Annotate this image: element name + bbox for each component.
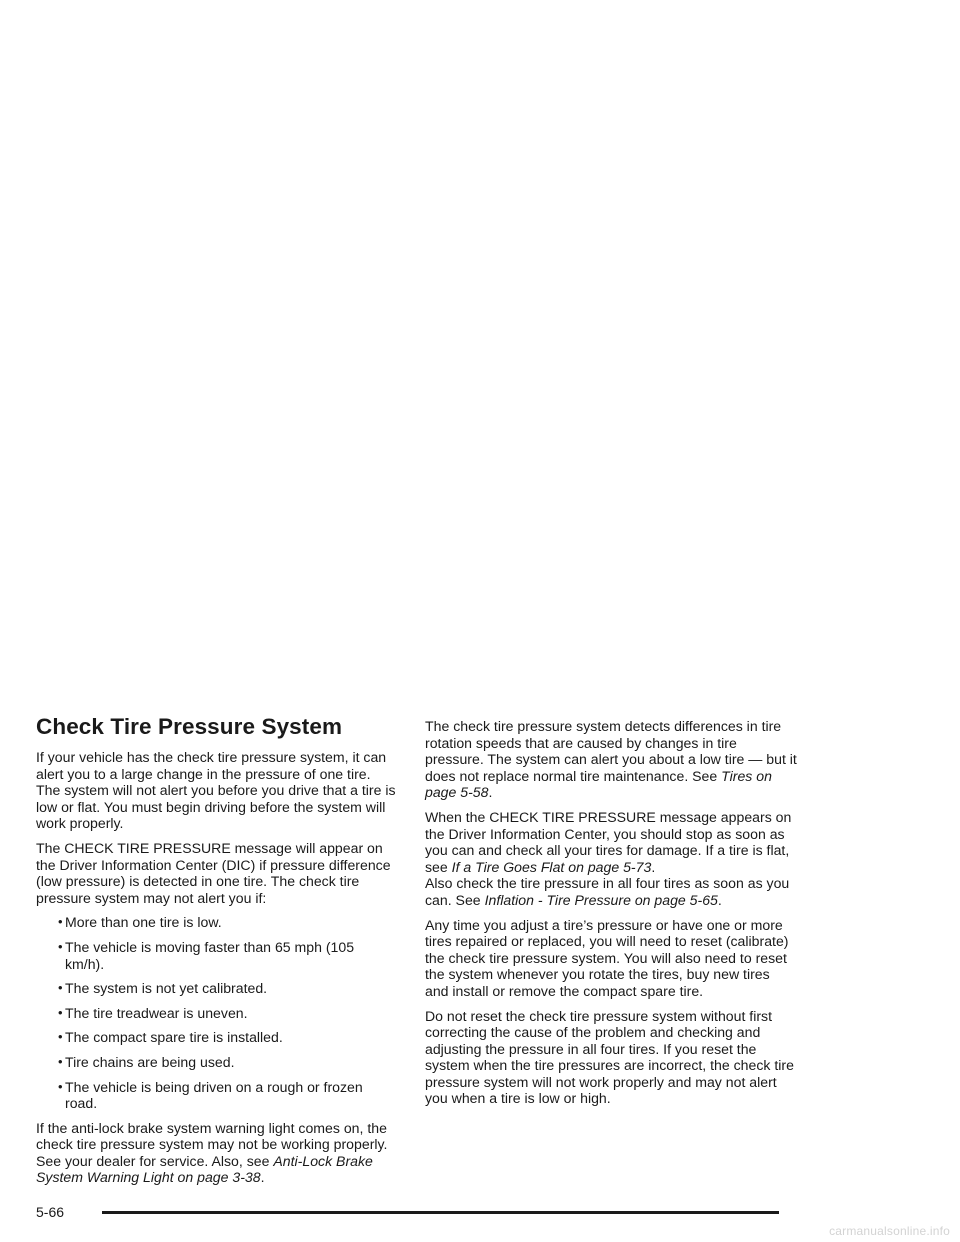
list-item: • Tire chains are being used. (58, 1053, 235, 1070)
inflation-link[interactable]: Inflation - Tire Pressure on page 5-65 (484, 891, 718, 908)
abs-paragraph: If the anti-lock brake system warning light comes on, the check tire pressure system may not be working properly. See your dealer for service. Also, see Anti-Lock Brake System Warning Light on page 3-38. (36, 1119, 388, 1186)
page-number: 5-66 (36, 1204, 65, 1220)
bullet-icon: • (58, 1004, 63, 1020)
list-item: • The system is not yet calibrated. (58, 980, 268, 997)
bullet-icon: • (58, 980, 63, 996)
bullet-icon: • (58, 1053, 63, 1069)
bullet-icon: • (58, 1029, 63, 1045)
left-column (36, 713, 396, 1194)
bullet-icon: • (58, 1078, 63, 1094)
tires-link[interactable]: Tires on page 5-58 (425, 767, 772, 801)
conditions-list (36, 914, 396, 1111)
bullet-icon: • (58, 914, 63, 930)
reset-paragraph: Any time you adjust a tire’s pressure or have one or more tires repaired or replaced, you will need to reset (calibrate) the check tire pressure system. You will also need to reset the system whenever you rotate the tires, buy new tires and install or remove the compact spare tire. (425, 916, 789, 999)
reset-warning-paragraph: Do not reset the check tire pressure system without first correcting the cause of the problem and checking and adjusting the pressure in all four tires. If you reset the system when the tire pressures are incorrect, the check tire pressure system will not work properly and may not alert you when a tire is low or high. (425, 1007, 794, 1107)
list-item: • More than one tire is low. (58, 914, 222, 931)
list-item: • The compact spare tire is installed. (58, 1029, 283, 1046)
message-paragraph: The CHECK TIRE PRESSURE message will appear on the Driver Information Center (DIC) if pressure difference (low pressure) is detected in one tire. The check tire pressure system may not alert you if: (36, 839, 391, 906)
message-action-paragraph: When the CHECK TIRE PRESSURE message appears on the Driver Information Center, you should stop as soon as you can and check all your tires for damage. If a tire is flat, see If a Tire Goes Flat on page 5-73. Also check the tire pressure in all four tires as soon as you can. See Inflation - Tire Pressure on page 5-65. (425, 808, 792, 908)
right-column (425, 718, 797, 1115)
footer-rule (102, 1211, 779, 1214)
abs-warning-link[interactable]: Anti-Lock Brake System Warning Light on page 3-38 (36, 1152, 373, 1186)
detection-paragraph: The check tire pressure system detects differences in tire rotation speeds that are caused by changes in tire pressure. The system can alert you about a low tire — but it does not replace normal tire maintenance. See Tires on page 5-58. (425, 718, 797, 801)
section-title: Check Tire Pressure System (36, 714, 343, 739)
flat-tire-link[interactable]: If a Tire Goes Flat on page 5-73 (451, 858, 652, 875)
intro-paragraph: If your vehicle has the check tire pressure system, it can alert you to a large change in the pressure of one tire. The system will not alert you before you drive that a tire is low or flat. You must begin driving before the system will work properly. (36, 749, 396, 832)
list-item: • The vehicle is moving faster than 65 mph (105 km/h). (58, 938, 355, 972)
list-item: • The tire treadwear is uneven. (58, 1004, 248, 1021)
bullet-icon: • (58, 938, 63, 954)
watermark: carmanualsonline.info (829, 1224, 950, 1238)
list-item: • The vehicle is being driven on a rough or frozen road. (58, 1078, 363, 1112)
